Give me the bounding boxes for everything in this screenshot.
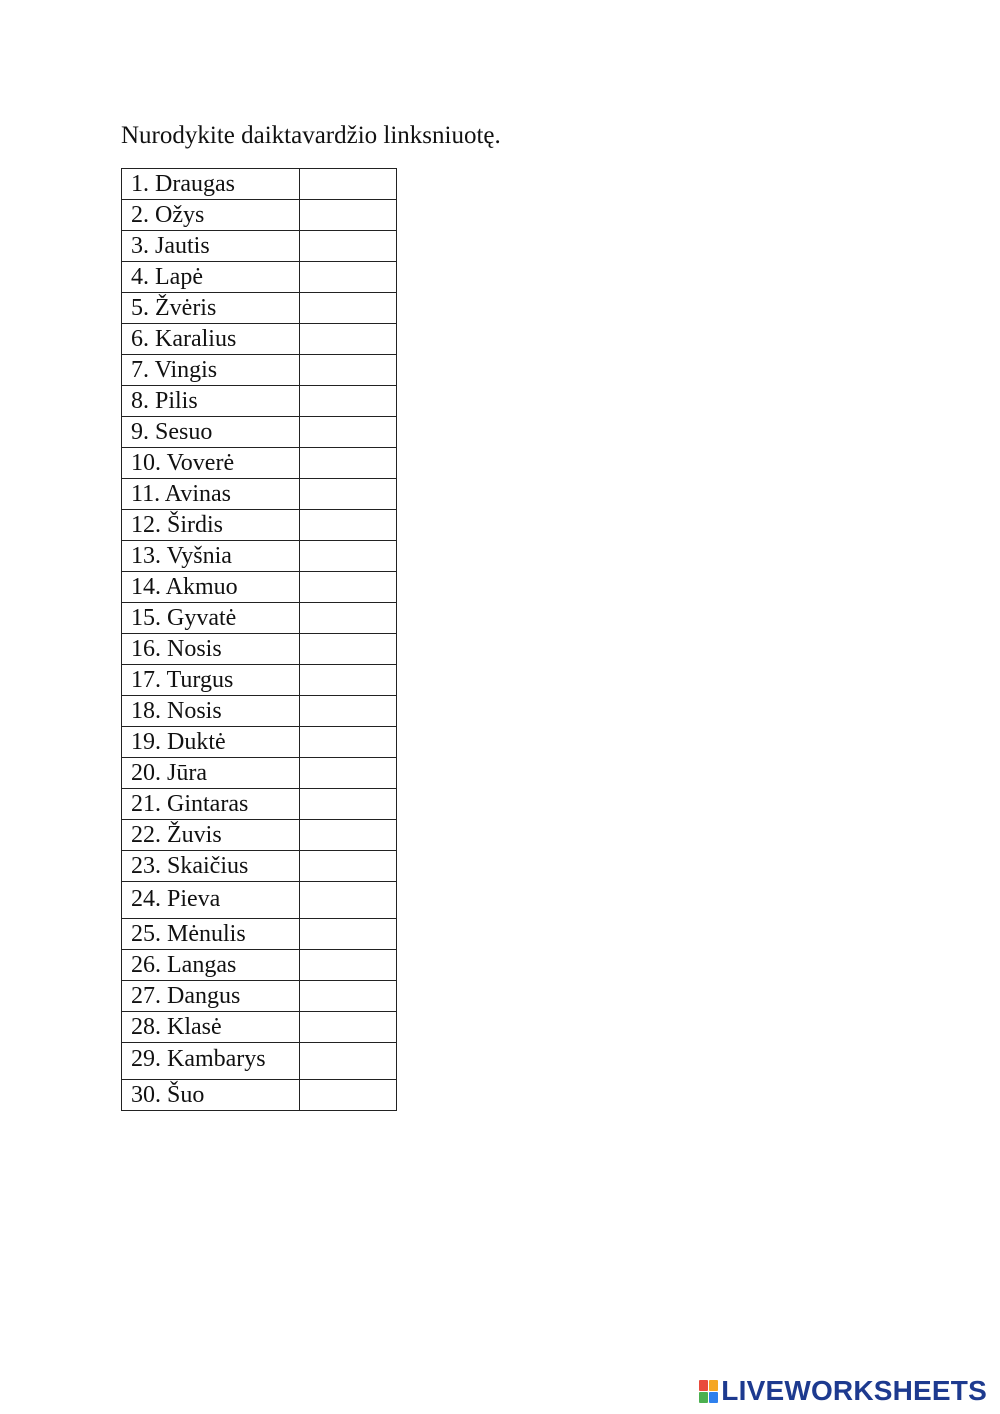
table-row <box>122 634 397 665</box>
table-row <box>122 293 397 324</box>
answer-field[interactable] <box>300 386 397 417</box>
noun-label: 20. Jūra <box>122 758 300 789</box>
answer-field[interactable] <box>300 293 397 324</box>
noun-label: 7. Vingis <box>122 355 300 386</box>
noun-label: 21. Gintaras <box>122 789 300 820</box>
table-row <box>122 324 397 355</box>
table-row <box>122 355 397 386</box>
noun-label: 29. Kambarys <box>122 1043 300 1080</box>
answer-field[interactable] <box>300 1043 397 1080</box>
noun-label: 6. Karalius <box>122 324 300 355</box>
noun-label: 18. Nosis <box>122 696 300 727</box>
logo-square <box>709 1392 718 1403</box>
instruction-text: Nurodykite daiktavardžio linksniuotę. <box>121 122 501 149</box>
table-row <box>122 386 397 417</box>
table-row <box>122 479 397 510</box>
table-row <box>122 981 397 1012</box>
table-row <box>122 882 397 919</box>
noun-label: 22. Žuvis <box>122 820 300 851</box>
noun-label: 26. Langas <box>122 950 300 981</box>
noun-label: 17. Turgus <box>122 665 300 696</box>
table-row <box>122 1080 397 1111</box>
table-row <box>122 541 397 572</box>
answer-field[interactable] <box>300 758 397 789</box>
answer-field[interactable] <box>300 200 397 231</box>
answer-field[interactable] <box>300 479 397 510</box>
table-row <box>122 1012 397 1043</box>
noun-label: 8. Pilis <box>122 386 300 417</box>
answer-field[interactable] <box>300 789 397 820</box>
liveworksheets-logo-icon <box>699 1380 718 1403</box>
answer-field[interactable] <box>300 882 397 919</box>
table-row <box>122 603 397 634</box>
answer-field[interactable] <box>300 231 397 262</box>
noun-label: 27. Dangus <box>122 981 300 1012</box>
answer-field[interactable] <box>300 634 397 665</box>
noun-label: 14. Akmuo <box>122 572 300 603</box>
table-row <box>122 572 397 603</box>
noun-label: 4. Lapė <box>122 262 300 293</box>
table-row <box>122 417 397 448</box>
table-row <box>122 696 397 727</box>
brand-name: LIVEWORKSHEETS <box>721 1375 987 1406</box>
answer-field[interactable] <box>300 696 397 727</box>
answer-field[interactable] <box>300 572 397 603</box>
noun-label: 15. Gyvatė <box>122 603 300 634</box>
table-row <box>122 262 397 293</box>
answer-field[interactable] <box>300 169 397 200</box>
noun-label: 10. Voverė <box>122 448 300 479</box>
answer-field[interactable] <box>300 324 397 355</box>
table-row <box>122 448 397 479</box>
table-row <box>122 665 397 696</box>
answer-field[interactable] <box>300 355 397 386</box>
table-row <box>122 200 397 231</box>
noun-label: 16. Nosis <box>122 634 300 665</box>
answer-field[interactable] <box>300 665 397 696</box>
answer-table <box>121 168 397 1111</box>
logo-square <box>699 1392 708 1403</box>
answer-field[interactable] <box>300 851 397 882</box>
table-row <box>122 169 397 200</box>
noun-label: 30. Šuo <box>122 1080 300 1111</box>
answer-field[interactable] <box>300 919 397 950</box>
table-row <box>122 919 397 950</box>
table-row <box>122 851 397 882</box>
noun-label: 23. Skaičius <box>122 851 300 882</box>
noun-label: 3. Jautis <box>122 231 300 262</box>
logo-square <box>709 1380 718 1391</box>
table-row <box>122 510 397 541</box>
table-row <box>122 758 397 789</box>
logo-square <box>699 1380 708 1391</box>
noun-label: 13. Vyšnia <box>122 541 300 572</box>
answer-field[interactable] <box>300 981 397 1012</box>
answer-field[interactable] <box>300 541 397 572</box>
noun-label: 2. Ožys <box>122 200 300 231</box>
table-row <box>122 231 397 262</box>
table-row <box>122 820 397 851</box>
liveworksheets-brand <box>699 1374 987 1408</box>
answer-field[interactable] <box>300 820 397 851</box>
noun-label: 9. Sesuo <box>122 417 300 448</box>
noun-label: 11. Avinas <box>122 479 300 510</box>
answer-field[interactable] <box>300 1080 397 1111</box>
answer-field[interactable] <box>300 603 397 634</box>
answer-field[interactable] <box>300 510 397 541</box>
table-row <box>122 727 397 758</box>
answer-field[interactable] <box>300 417 397 448</box>
answer-field[interactable] <box>300 727 397 758</box>
answer-field[interactable] <box>300 1012 397 1043</box>
noun-label: 24. Pieva <box>122 882 300 919</box>
noun-label: 12. Širdis <box>122 510 300 541</box>
answer-field[interactable] <box>300 262 397 293</box>
table-row <box>122 950 397 981</box>
answer-field[interactable] <box>300 448 397 479</box>
table-row <box>122 1043 397 1080</box>
answer-field[interactable] <box>300 950 397 981</box>
noun-label: 28. Klasė <box>122 1012 300 1043</box>
table-row <box>122 789 397 820</box>
noun-label: 19. Duktė <box>122 727 300 758</box>
noun-label: 1. Draugas <box>122 169 300 200</box>
noun-label: 25. Mėnulis <box>122 919 300 950</box>
noun-label: 5. Žvėris <box>122 293 300 324</box>
